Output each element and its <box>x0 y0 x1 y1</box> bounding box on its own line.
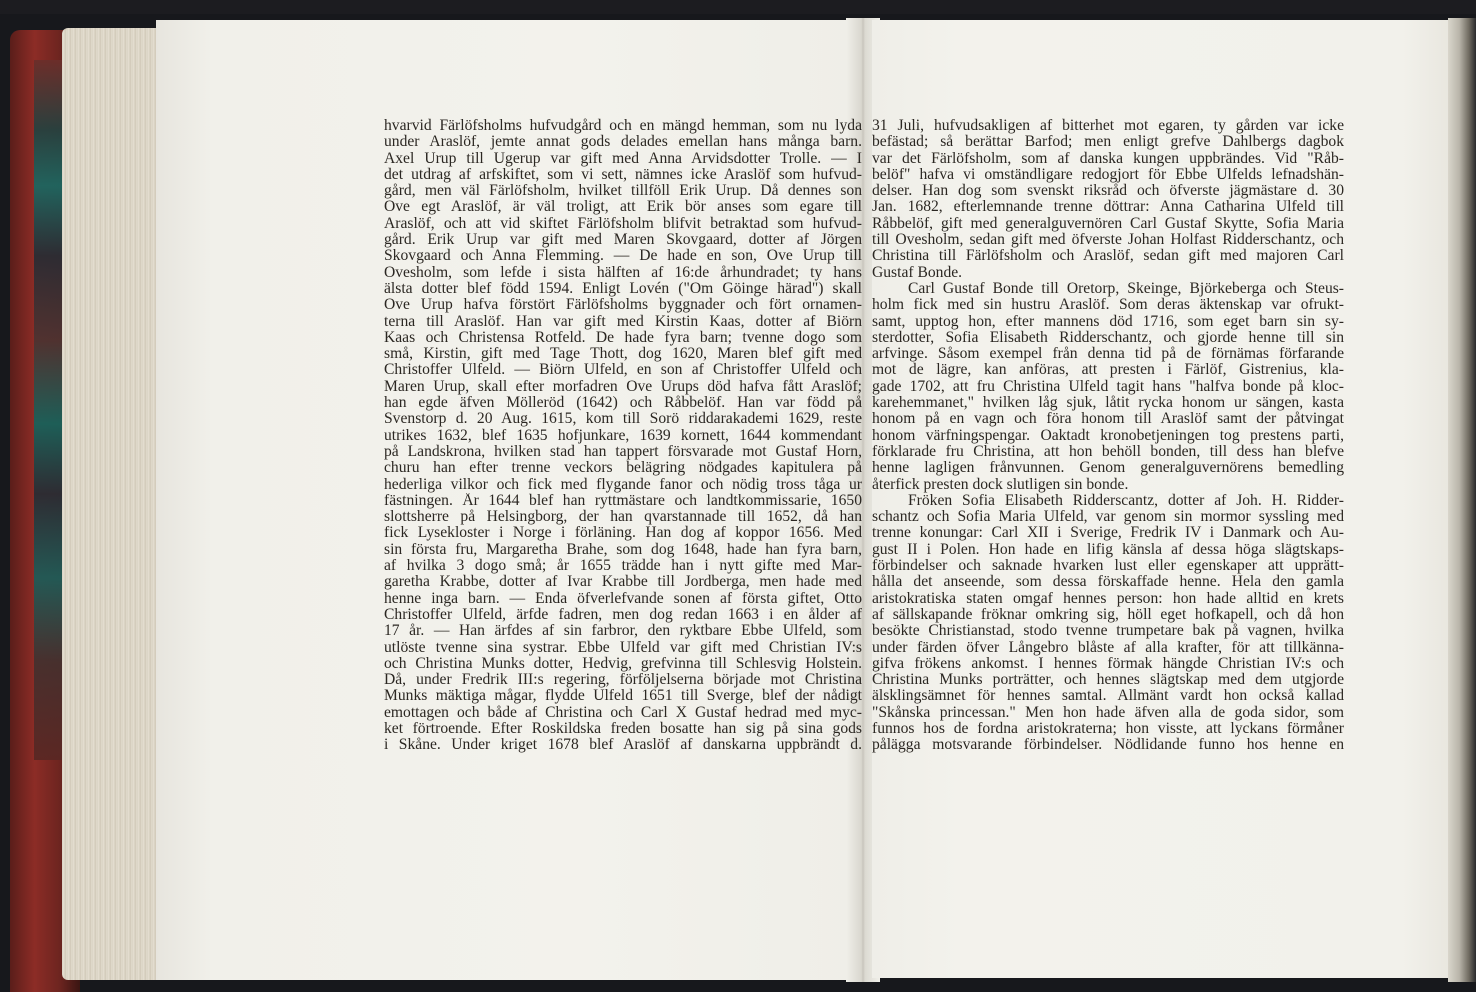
text-line: var det Färlöfsholm, som af danska kungen uppbrändes. Vid "Råb- <box>872 150 1344 167</box>
text-line: terna till Araslöf. Han var gift med Kirstin Kaas, dotter af Biörn <box>384 313 862 330</box>
text-line: af sällskapande fröknar omkring sig, höll eget hofkapell, och då hon <box>872 606 1344 623</box>
right-page-edge <box>1448 18 1476 982</box>
text-line: förklarade fru Christina, att hon behöll bonden, till dess han blefve <box>872 443 1344 460</box>
text-line: förbindelser och saknade hvarken lust eller egenskaper att upprätt- <box>872 558 1344 575</box>
text-line: holm fick med sin hustru Araslöf. Som deras äktenskap var ofrukt- <box>872 297 1344 314</box>
text-line: Råbbelöf, gift med generalguvernören Carl Gustaf Skytte, Sofia Maria <box>872 215 1344 232</box>
text-line: henne inga barn. — Enda öfverlefvande sonen af första giftet, Otto <box>384 590 862 607</box>
text-line: Ove egt Araslöf, är väl troligt, att Erik bör anses som egare till <box>384 199 862 216</box>
text-line: delser. Han dog som svenskt riksråd och öfverste jägmästare d. 30 <box>872 183 1344 200</box>
text-line: arfvinge. Såsom exempel från denna tid på de förnämas förfarande <box>872 346 1344 363</box>
text-line: Araslöf, och att vid skiftet Färlöfsholm blifvit betraktad som hufvud- <box>384 215 862 232</box>
text-line: Carl Gustaf Bonde till Oretorp, Skeinge, Björkeberga och Steus- <box>908 280 1344 297</box>
text-line: Ove Urup hafva förstört Färlöfsholms byggnader och fört ornamen- <box>384 297 862 314</box>
text-line: Christoffer Ulfeld, ärfde fadren, men dog redan 1663 i en ålder af <box>384 606 862 623</box>
text-line: Jan. 1682, efterlemnande trenne döttrar: Anna Catharina Ulfeld till <box>872 199 1344 216</box>
text-line: Maren Urup, skall efter morfadren Ove Urups död hafva fått Araslöf; <box>384 378 862 395</box>
text-line: 17 år. — Han ärfdes af sin farbror, den ryktbare Ebbe Ulfeld, som <box>384 623 862 640</box>
text-line: Då, under Fredrik III:s regering, förföljelserna började mot Christina <box>384 672 862 689</box>
text-line: Christoffer Ulfeld. — Biörn Ulfeld, en son af Christoffer Ulfeld och <box>384 362 862 379</box>
text-line: i Skåne. Under kriget 1678 blef Araslöf af danskarna uppbrändt d. <box>384 737 862 754</box>
text-line: gård, men väl Färlöfsholm, hvilket tillföll Erik Urup. Då dennes son <box>384 183 862 200</box>
text-line: pålägga motsvarande förbindelser. Nödlidande funno hos henne en <box>872 737 1344 754</box>
text-line: karehemmanet," hvilken låg sjuk, låtit rycka honom ur sängen, kasta <box>872 395 1344 412</box>
text-line: sterdotter, Sofia Elisabeth Ridderschantz, och gjorde henne till sin <box>872 329 1344 346</box>
text-line: funnos hos de fordna aristokraterna; hon visste, att lyckans förmåner <box>872 720 1344 737</box>
text-line: ket förtroende. Efter Roskildska freden bosatte han sig på sina gods <box>384 720 862 737</box>
text-line: under färden öfver Långebro blåste af alla krafter, för att tillkänna- <box>872 639 1344 656</box>
text-line: och Christina Munks dotter, Hedvig, grefvinna till Schlesvig Holstein. <box>384 655 862 672</box>
text-line: belöf" hafva vi omständligare redogjort för Ebbe Ulfelds lefnadshän- <box>872 166 1344 183</box>
marbled-endpaper <box>34 60 62 760</box>
text-line: Kaas och Christensa Rotfeld. De hade fyra barn; tvenne dogo som <box>384 329 862 346</box>
text-line: 31 Juli, hufvudsakligen af bitterhet mot egaren, ty gården var icke <box>872 118 1344 134</box>
text-line: fick Lysekloster i Norge i förläning. Han dog af koppor 1656. Med <box>384 525 862 542</box>
text-line: Christina till Färlöfsholm och Araslöf, sedan gift med majoren Carl <box>872 248 1344 265</box>
background-strip <box>0 0 1476 14</box>
text-line: Skovgaard och Anna Flemming. — De hade en son, Ove Urup till <box>384 248 862 265</box>
text-line: han egde äfven Mölleröd (1642) och Råbbelöf. Han var född på <box>384 395 862 412</box>
text-line: till Ovesholm, sedan gift med öfverste Johan Holfast Ridderschantz, och <box>872 232 1344 249</box>
text-line: honom på en vagn och föra honom till Araslöf samt der påtvingat <box>872 411 1344 428</box>
text-line: hvarvid Färlöfsholms hufvudgård och en mängd hemman, som nu lyda <box>384 118 862 134</box>
text-line: fästningen. År 1644 blef han ryttmästare och landtkommissarie, 1650 <box>384 492 862 509</box>
text-line: under Araslöf, jemte annat gods delades emellan hans många barn. <box>384 134 862 151</box>
text-line: henne lagligen frånvunnen. Genom generalguvernörens bemedling <box>872 460 1344 477</box>
text-line: Svenstorp d. 20 Aug. 1615, kom till Sorö riddarakademi 1629, reste <box>384 411 862 428</box>
text-line: gust II i Polen. Hon hade en lifig känsla af dessa höga slägtskaps- <box>872 541 1344 558</box>
text-line: schantz och Sofia Maria Ulfeld, var genom sin mormor syssling med <box>872 509 1344 526</box>
text-line: "Skånska princessan." Men hon hade äfven alla de goda sidor, som <box>872 704 1344 721</box>
text-line: utlöste tvenne sina systrar. Ebbe Ulfeld var gift med Christian IV:s <box>384 639 862 656</box>
text-line: det utdrag af arfskiftet, som vi sett, nämnes icke Araslöf som hufvud- <box>384 166 862 183</box>
text-line: återfick presten dock slutligen sin bonde. <box>872 476 1129 493</box>
text-line: sin första fru, Margaretha Brahe, som dog 1648, hade han fyra barn, <box>384 541 862 558</box>
text-line: samt, upptog hon, efter mannens död 1716, som eget barn sin sy- <box>872 313 1344 330</box>
text-line: besökte Christianstad, stodo tvenne trumpetare bak på vagnen, hvilka <box>872 623 1344 640</box>
text-line: gifva frökens ankomst. I hennes förmak hängde Christian IV:s och <box>872 655 1344 672</box>
text-line: honom värfningspengar. Oaktadt kronobetjeningen tog prestens parti, <box>872 427 1344 444</box>
text-line: älsklingsämnet för hennes samtal. Allmänt vardt hon också kallad <box>872 688 1344 705</box>
right-text-column <box>872 118 1344 754</box>
text-line: garetha Krabbe, dotter af Ivar Krabbe till Jordberga, men hade med <box>384 574 862 591</box>
text-line: Munks mäktiga mågar, flydde Ulfeld 1651 till Sverge, blef der nådigt <box>384 688 862 705</box>
text-line: utrikes 1632, blef 1635 hofjunkare, 1639 kornett, 1644 kommendant <box>384 427 862 444</box>
text-line: hålla det anseende, som dessa förskaffade henne. Hela den gamla <box>872 574 1344 591</box>
text-line: Fröken Sofia Elisabeth Ridderscantz, dotter af Joh. H. Ridder- <box>908 492 1344 509</box>
text-line: emottagen och både af Christina och Carl X Gustaf hedrad med myc- <box>384 704 862 721</box>
text-line: befästad; så berättar Barfod; men enligt grefve Dahlbergs dagbok <box>872 134 1344 151</box>
text-line: slottsherre på Helsingborg, der han qvarstannade till 1652, då han <box>384 509 862 526</box>
left-text-column <box>384 118 862 754</box>
text-line: Axel Urup till Ugerup var gift med Anna Arvidsdotter Trolle. — I <box>384 150 862 167</box>
text-line: Ovesholm, som lefde i sista hälften af 16:de århundradet; ty hans <box>384 264 862 281</box>
text-line: aristokratiska staten omgaf hennes person: hon hade alltid en krets <box>872 590 1344 607</box>
text-line: Christina Munks porträtter, och hennes slägtskap med dem utgjorde <box>872 672 1344 689</box>
page-edges <box>62 28 166 980</box>
text-line: hederliga vilkor och fick med flygande fanor och nödig tross tåga ur <box>384 476 862 493</box>
text-line: churu han efter trenne veckors belägring nödgades kapitulera på <box>384 460 862 477</box>
text-line: mot de lägre, kan anföras, att presten i Färlöf, Gistrenius, kla- <box>872 362 1344 379</box>
text-line: af hvilka 3 dogo små; år 1655 trädde han i nytt gifte med Mar- <box>384 558 862 575</box>
text-line: på Landskrona, hvilken stad han tappert försvarade mot Gustaf Horn, <box>384 443 862 460</box>
text-line: gade 1702, att fru Christina Ulfeld tagit hans "halfva bonde på kloc- <box>872 378 1344 395</box>
text-line: gård. Erik Urup var gift med Maren Skovgaard, dotter af Jörgen <box>384 232 862 249</box>
text-line: små, Kirstin, gift med Tage Thott, dog 1620, Maren blef gift med <box>384 346 862 363</box>
text-line: trenne konungar: Carl XII i Sverige, Fredrik IV i Danmark och Au- <box>872 525 1344 542</box>
text-line: Gustaf Bonde. <box>872 264 963 281</box>
text-line: älsta dotter blef född 1594. Enligt Lovén ("Om Göinge härad") skall <box>384 280 862 297</box>
